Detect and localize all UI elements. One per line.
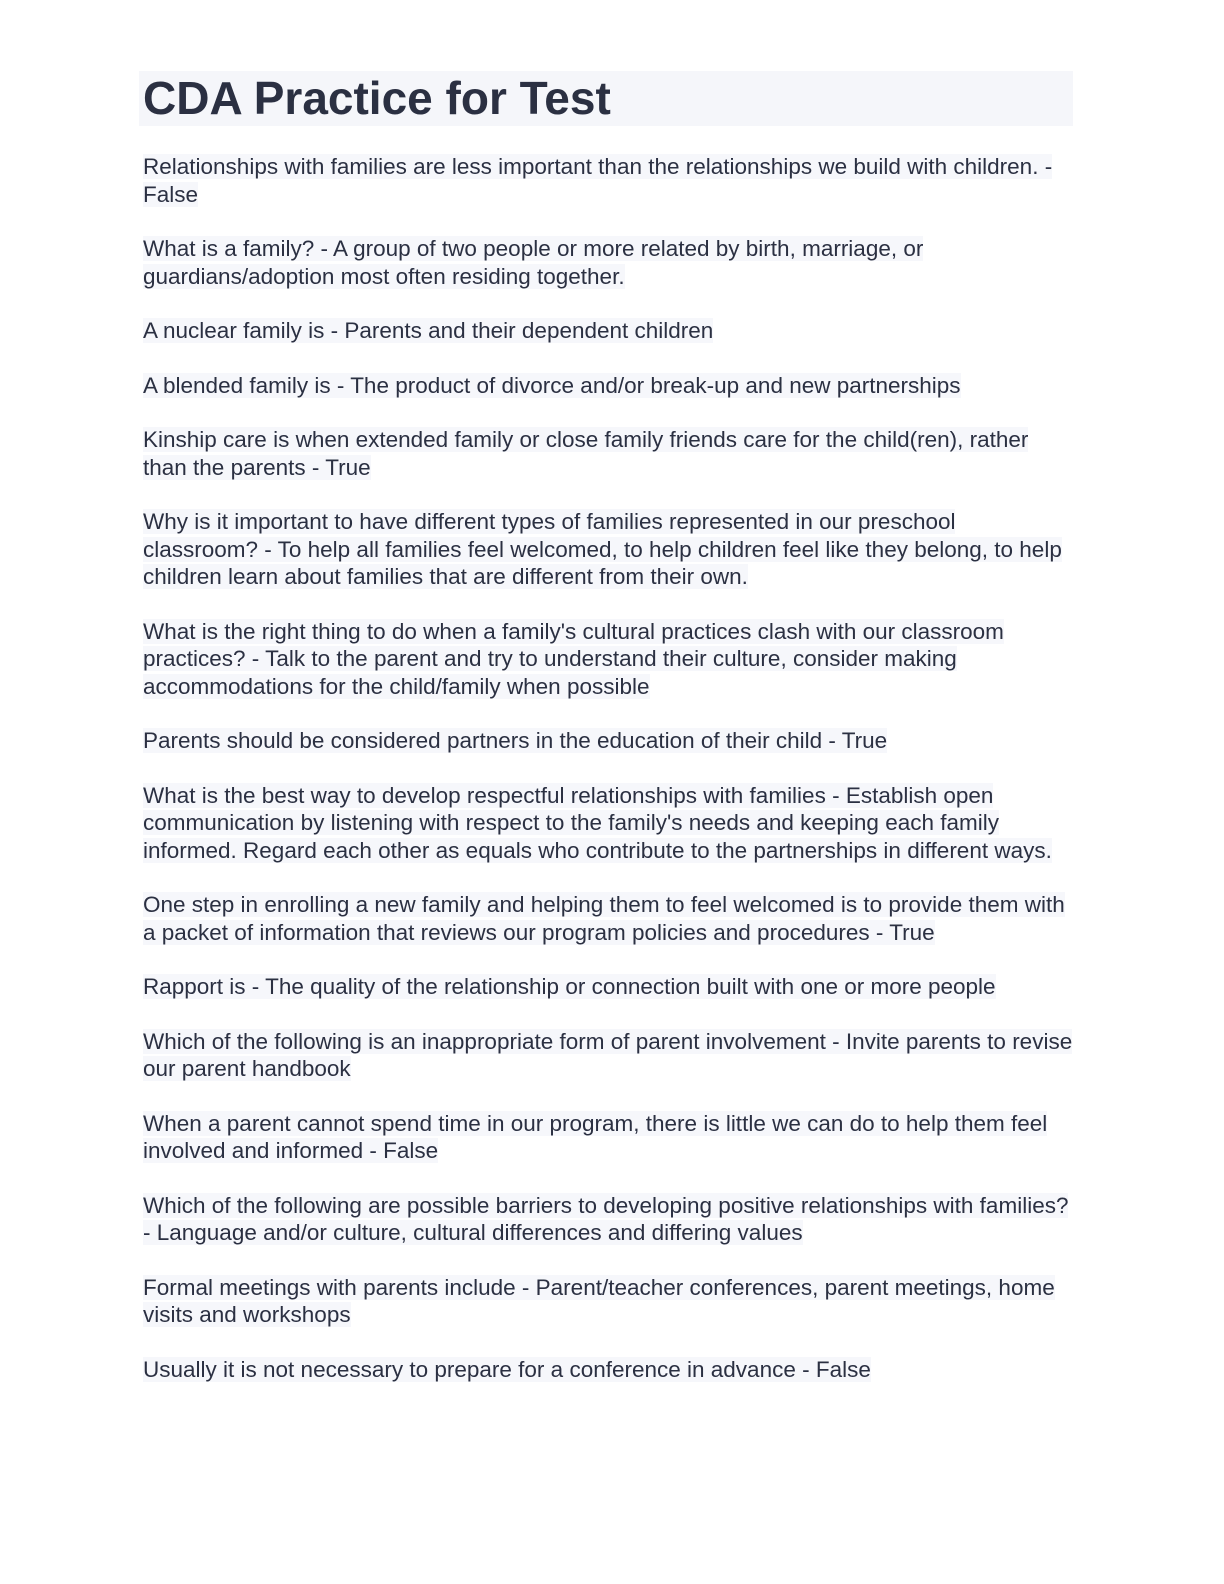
qa-entry xyxy=(143,973,1073,1001)
qa-entry xyxy=(143,782,1073,865)
qa-list xyxy=(139,153,1073,1383)
qa-entry-text: Why is it important to have different types of families represented in our preschool classroom? - To help all families feel welcomed, to help children feel like they belong, to help children learn about families that are different from their own. xyxy=(143,509,1062,589)
qa-entry xyxy=(143,1110,1073,1165)
qa-entry xyxy=(143,618,1073,701)
document-title: CDA Practice for Test xyxy=(143,72,611,124)
qa-entry xyxy=(143,1356,1073,1384)
qa-entry-text: When a parent cannot spend time in our program, there is little we can do to help them feel involved and informed - False xyxy=(143,1110,1048,1163)
qa-entry xyxy=(143,508,1073,591)
qa-entry-text: Usually it is not necessary to prepare for a conference in advance - False xyxy=(143,1356,871,1382)
qa-entry-text: Which of the following are possible barriers to developing positive relationships with families? - Language and/or culture, cultural differences and differing values xyxy=(143,1192,1069,1245)
qa-entry xyxy=(143,1028,1073,1083)
qa-entry xyxy=(143,153,1073,208)
qa-entry-text: What is the right thing to do when a family's cultural practices clash with our classroom practices? - Talk to the parent and try to understand their culture, consider making accommodations for the child/family when possible xyxy=(143,618,1004,699)
qa-entry-text: What is the best way to develop respectful relationships with families - Establish open communication by listening with respect to the family's needs and keeping each family informed. Regard each other as equals who contribute to the partnerships in different ways. xyxy=(143,782,1052,863)
qa-entry-text: What is a family? - A group of two people or more related by birth, marriage, or guardians/adoption most often residing together. xyxy=(143,236,924,289)
document-page xyxy=(139,71,1073,1410)
qa-entry-text: Which of the following is an inappropriate form of parent involvement - Invite parents to revise our parent handbook xyxy=(143,1028,1073,1081)
qa-entry xyxy=(143,235,1073,290)
title-banner xyxy=(139,71,1073,126)
qa-entry-text: Kinship care is when extended family or close family friends care for the child(ren), rather than the parents - True xyxy=(143,427,1029,480)
qa-entry-text: Formal meetings with parents include - Parent/teacher conferences, parent meetings, home visits and workshops xyxy=(143,1274,1055,1327)
qa-entry xyxy=(143,317,1073,345)
qa-entry-text: Parents should be considered partners in the education of their child - True xyxy=(143,728,888,753)
qa-entry xyxy=(143,372,1073,400)
qa-entry-text: A nuclear family is - Parents and their dependent children xyxy=(143,318,714,343)
qa-entry-text: A blended family is - The product of divorce and/or break-up and new partnerships xyxy=(143,372,961,398)
qa-entry-text: One step in enrolling a new family and helping them to feel welcomed is to provide them with a packet of information that reviews our program policies and procedures - True xyxy=(143,892,1065,945)
qa-entry xyxy=(143,1274,1073,1329)
qa-entry xyxy=(143,891,1073,946)
qa-entry xyxy=(143,426,1073,481)
qa-entry xyxy=(143,1192,1073,1247)
qa-entry-text: Relationships with families are less important than the relationships we build with children. - False xyxy=(143,154,1053,207)
qa-entry-text: Rapport is - The quality of the relationship or connection built with one or more people xyxy=(143,974,996,999)
qa-entry xyxy=(143,727,1073,755)
